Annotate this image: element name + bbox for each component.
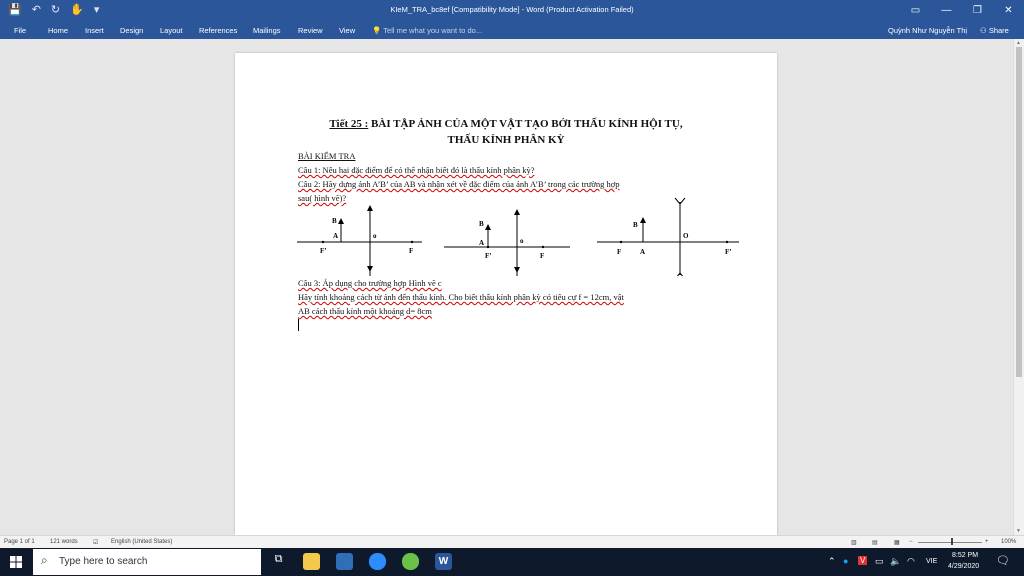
user-name[interactable]: Quỳnh Như Nguyễn Thị	[888, 26, 968, 35]
tab-view[interactable]: View	[339, 26, 356, 35]
heading-line-1	[235, 118, 777, 130]
window-title: KIeM_TRA_bc8ef [Compatibility Mode] - Word (Product Activation Failed)	[390, 5, 634, 14]
lightbulb-icon: 💡	[372, 26, 382, 35]
section-title: BÀI KIỂM TRA	[298, 151, 356, 161]
figure-c-label-f: F	[617, 248, 622, 256]
volume-icon[interactable]: 🔈	[890, 556, 902, 566]
vertical-scrollbar[interactable]	[1013, 39, 1024, 535]
tell-me-box[interactable]	[372, 26, 482, 35]
figure-b-label-a: A	[479, 239, 485, 247]
figure-c-focus-right	[726, 241, 728, 243]
web-layout-icon[interactable]: ▦	[894, 540, 900, 546]
taskbar-search-box[interactable]	[33, 549, 261, 575]
figure-b-label-f: F	[540, 252, 545, 260]
task-view-icon[interactable]: ⧉	[274, 553, 283, 565]
window-controls	[900, 0, 1024, 22]
zoom-out-icon[interactable]: −	[909, 539, 913, 545]
ribbon-tabs	[0, 22, 1024, 39]
taskbar	[0, 548, 1024, 576]
undo-icon[interactable]: ↶	[31, 4, 41, 16]
minimize-button[interactable]: —	[941, 5, 952, 16]
document-page[interactable]	[235, 53, 777, 535]
windows-start-icon[interactable]	[10, 556, 22, 568]
figure-a-focus-right	[411, 241, 413, 243]
tab-file[interactable]: File	[14, 26, 27, 35]
clock-date[interactable]: 4/29/2020	[948, 563, 980, 570]
figure-a-label-fp: F’	[320, 247, 327, 255]
figure-a-label-b: B	[332, 217, 337, 225]
text-cursor	[298, 319, 299, 331]
page-count[interactable]: Page 1 of 1	[4, 539, 35, 545]
question-2-line-1: Câu 2: Hãy dựng ảnh A’B’ của AB và nhận xét về đặc điểm của ảnh A’B’ trong các trường hợp	[298, 179, 620, 189]
battery-icon[interactable]: ▭	[875, 556, 884, 566]
question-3-line-3: AB cách thấu kính một khoảng d= 8cm	[298, 306, 432, 316]
chevron-up-icon[interactable]: ⌃	[828, 556, 836, 566]
zoom-in-icon[interactable]: +	[985, 539, 989, 545]
word-app-icon[interactable]: W	[435, 553, 452, 570]
word-count[interactable]: 121 words	[50, 539, 78, 545]
figure-b-label-b: B	[479, 220, 484, 228]
question-3-line-2: Hãy tính khoảng cách từ ảnh đến thấu kính. Cho biết thấu kính phân kỳ có tiêu cự f = 12cm, vật	[298, 292, 624, 302]
figure-c-label-o: O	[683, 232, 689, 240]
figure-a-label-a: A	[333, 232, 339, 240]
customize-qat-icon[interactable]: ▾	[93, 4, 100, 16]
figure-c-label-a: A	[640, 248, 646, 256]
restore-button[interactable]: ❐	[973, 5, 982, 16]
zoom-slider[interactable]	[918, 542, 982, 543]
input-language[interactable]: VIE	[926, 558, 938, 565]
tab-home[interactable]: Home	[48, 26, 69, 35]
clock-time[interactable]: 8:52 PM	[952, 552, 979, 559]
status-bar	[0, 535, 1024, 548]
figure-c-focus-left	[620, 241, 622, 243]
title-bar	[0, 0, 1024, 22]
language-status[interactable]: English (United States)	[111, 539, 173, 545]
figure-a-label-o: o	[373, 232, 377, 240]
tab-design[interactable]: Design	[120, 26, 144, 35]
share-button[interactable]	[980, 26, 1009, 35]
search-placeholder: Type here to search	[59, 556, 148, 567]
question-3-line-1: Câu 3: Áp dụng cho trường hợp Hình vẽ c	[298, 278, 442, 288]
scroll-down-icon[interactable]: ▼	[1016, 528, 1021, 534]
tray-app-icon[interactable]: ●	[843, 556, 849, 566]
read-mode-icon[interactable]: ▥	[851, 540, 857, 546]
figure-a-focus-left	[322, 241, 324, 243]
person-icon: ⚇	[980, 26, 987, 35]
figure-b-label-o: o	[520, 237, 524, 245]
close-button[interactable]: ✕	[1004, 5, 1013, 16]
share-label: Share	[988, 26, 1009, 35]
heading-text-1: BÀI TẬP ẢNH CỦA MỘT VẬT TẠO BỞI THẤU KÍNH HỘI TỤ,	[368, 118, 683, 130]
figure-a	[297, 208, 422, 276]
file-explorer-icon[interactable]	[303, 553, 320, 570]
tab-mailings[interactable]: Mailings	[253, 26, 281, 35]
redo-icon[interactable]: ↻	[50, 4, 61, 16]
figure-b	[444, 212, 570, 276]
tell-me-text: Tell me what you want to do...	[383, 26, 483, 35]
figure-b-label-fp: F’	[485, 252, 492, 260]
question-2-line-2: sau( hình vẽ)?	[298, 193, 347, 203]
lens-figures	[235, 196, 777, 276]
tab-layout[interactable]: Layout	[160, 26, 183, 35]
figure-b-focus-left	[487, 246, 489, 248]
store-icon[interactable]	[336, 553, 353, 570]
coccoc-browser-icon[interactable]	[402, 553, 419, 570]
tab-references[interactable]: References	[199, 26, 238, 35]
touch-mode-icon[interactable]: ✋	[70, 4, 84, 16]
proofing-icon[interactable]: ☑	[93, 540, 99, 546]
figure-c-label-fp: F’	[725, 248, 732, 256]
figure-c-label-b: B	[633, 221, 638, 229]
question-1: Câu 1: Nêu hai đặc điểm để có thể nhận biết đó là thấu kính phân kỳ?	[298, 165, 535, 175]
notification-icon[interactable]: 🗨	[996, 555, 1010, 567]
scroll-thumb[interactable]	[1016, 47, 1022, 377]
save-icon[interactable]: 💾	[8, 4, 22, 16]
tab-insert[interactable]: Insert	[85, 26, 104, 35]
heading-prefix: Tiết 25 :	[329, 118, 369, 130]
ribbon-display-options-icon[interactable]: ▭	[910, 5, 921, 16]
figure-b-focus-right	[542, 246, 544, 248]
zoom-slider-thumb[interactable]	[951, 538, 953, 545]
unikey-icon[interactable]: V	[860, 556, 866, 565]
wifi-icon[interactable]: ◠	[907, 556, 915, 566]
zoom-app-icon[interactable]	[369, 553, 386, 570]
figure-c	[597, 198, 739, 276]
tab-review[interactable]: Review	[298, 26, 323, 35]
heading-line-2: THẤU KÍNH PHÂN KỲ	[447, 134, 565, 146]
print-layout-icon[interactable]: ▤	[872, 540, 878, 546]
scroll-up-icon[interactable]: ▲	[1016, 40, 1021, 46]
figure-a-label-f: F	[409, 247, 414, 255]
search-icon: ⌕	[41, 553, 48, 567]
zoom-level[interactable]: 100%	[1001, 539, 1017, 545]
